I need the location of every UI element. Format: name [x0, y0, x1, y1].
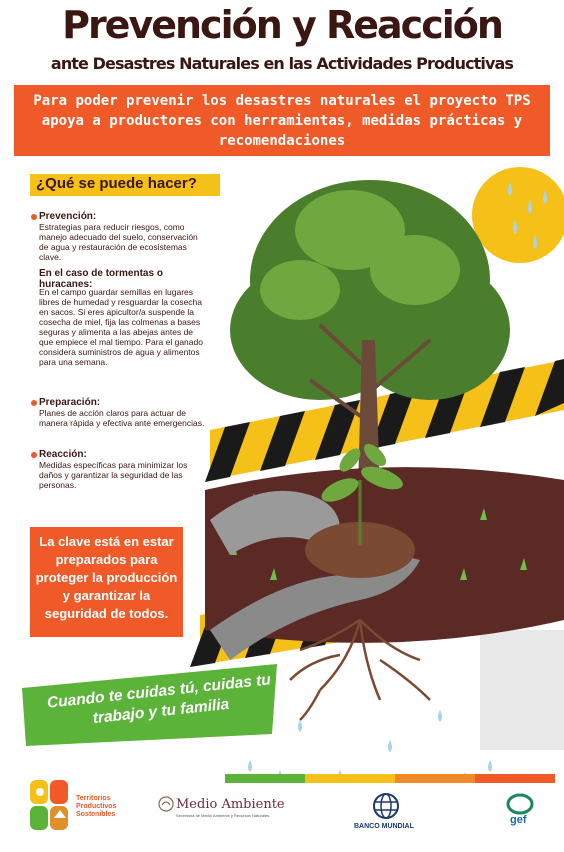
bullet-preparacion: [31, 400, 37, 406]
section-prevencion-body: Estrategias para reducir riesgos, como manejo adecuado del suelo, conservación de agua y restauración de ecosistemas clave.: [39, 222, 198, 262]
gef-leaf-icon: [506, 792, 534, 816]
green-banner-text: Cuando te cuidas tú, cuidas tu trabajo y tu familia: [46, 671, 272, 728]
section-preparacion-body: Planes de acción claros para actuar de manera rápida y efectiva ante emergencias.: [39, 408, 205, 428]
section-prevencion-title: Prevención:: [39, 211, 97, 222]
question-heading: ¿Qué se puede hacer?: [36, 175, 197, 192]
section-tormentas-body: En el campo guardar semillas en lugares libres de humedad y resguardar la cosecha en sacos. Si eres apicultor/a suspende la cosecha de miel, fija las colmenas a bases seguras y alimenta a las abejas antes de que empiece el mal tiempo. Para el ganado considera suministros de agua y alimentos para una semana.: [39, 287, 203, 367]
section-preparacion-title: Preparación:: [39, 397, 101, 408]
eagle-seal-icon: [158, 796, 174, 812]
key-message-box: La clave está en estar preparados para proteger la producción y garantizar la seguridad de todos.: [30, 527, 183, 637]
tps-logo-text: Territorios Productivos Sostenibles: [76, 795, 117, 818]
tps-logo: [28, 778, 72, 834]
section-reaccion-title: Reacción:: [39, 449, 87, 460]
page-title: Prevención y Reacción: [62, 3, 502, 47]
banco-mundial-logo-text: BANCO MUNDIAL: [354, 823, 414, 830]
bullet-reaccion: [31, 452, 37, 458]
globe-icon: [372, 792, 400, 820]
section-reaccion-body: Medidas específicas para minimizar los daños y garantizar la seguridad de las personas.: [39, 460, 188, 490]
gef-logo-text: gef: [510, 814, 527, 826]
medio-ambiente-subtext: Secretaría de Medio Ambiente y Recursos Naturales: [176, 813, 270, 818]
medio-ambiente-logo-text: Medio Ambiente: [176, 797, 285, 812]
intro-banner: Para poder prevenir los desastres naturales el proyecto TPS apoya a productores con herramientas, medidas prácticas y recomendaciones: [14, 85, 550, 156]
section-tormentas-title: En el caso de tormentas o huracanes:: [39, 268, 163, 290]
color-stripe: [225, 774, 555, 783]
bullet-prevencion: [31, 214, 37, 220]
page-subtitle: ante Desastres Naturales en las Actividades Productivas: [50, 54, 514, 73]
